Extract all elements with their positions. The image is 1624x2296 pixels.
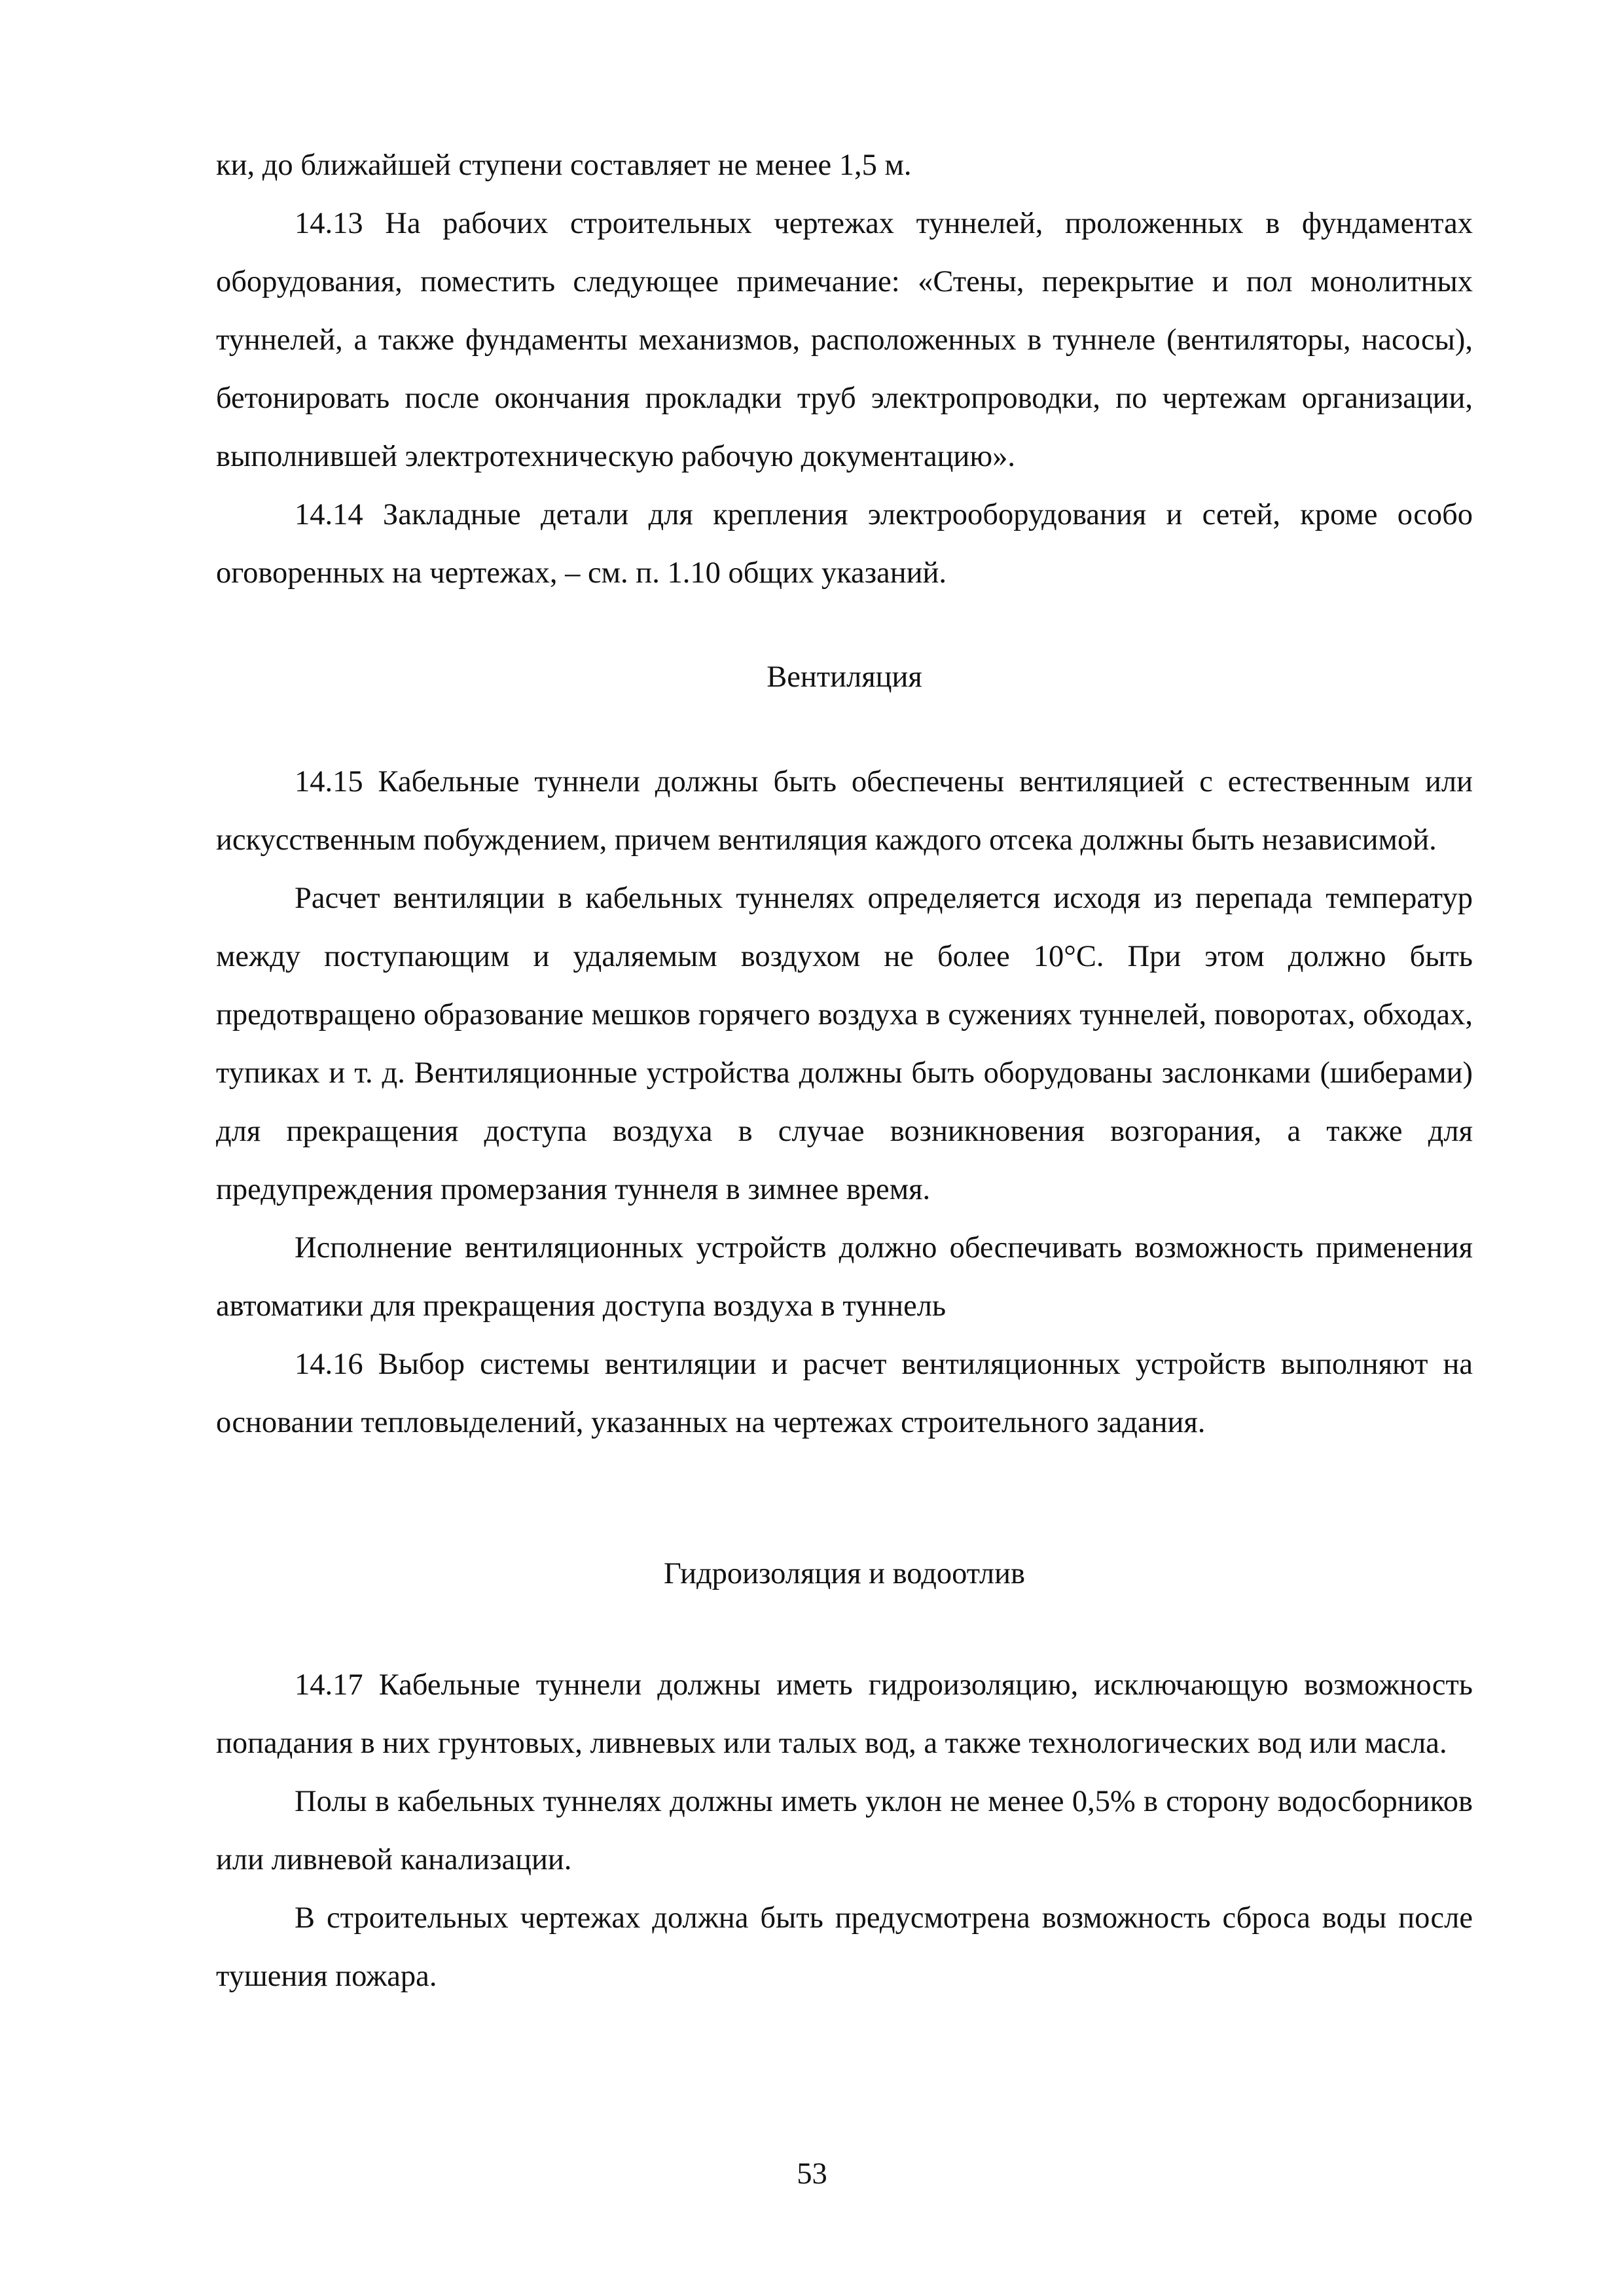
paragraph-ventilation-automation: Исполнение вентиляционных устройств должно обеспечивать возможность применения автоматики для прекращения доступа воздуха в туннель <box>216 1231 1473 1323</box>
paragraph-14-17: 14.17 Кабельные туннели должны иметь гидроизоляцию, исключающую возможность попадания в них грунтовых, ливневых или талых вод, а также технологических вод или масла. <box>216 1668 1473 1760</box>
top-text-block <box>216 136 1473 602</box>
paragraph-14-13: 14.13 На рабочих строительных чертежах туннелей, проложенных в фундаментах оборудования, поместить следующее примечание: «Стены, перекрытие и пол монолитных туннелей, а также фундаменты механизмов, расположенных в туннеле (вентиляторы, насосы), бетонировать после окончания прокладки труб электропроводки, по чертежам организации, выполнившей электротехническую рабочую документацию». <box>216 207 1473 473</box>
waterproofing-text-block <box>216 1656 1473 2005</box>
heading-waterproofing: Гидроизоляция и водоотлив <box>664 1557 1025 1590</box>
paragraph-14-15: 14.15 Кабельные туннели должны быть обеспечены вентиляцией с естественным или искусственным побуждением, причем вентиляция каждого отсека должны быть независимой. <box>216 765 1473 857</box>
paragraph-water-discharge: В строительных чертежах должна быть предусмотрена возможность сброса воды после тушения пожара. <box>216 1901 1473 1993</box>
paragraph-continuation: ки, до ближайшей ступени составляет не менее 1,5 м. <box>216 149 912 182</box>
paragraph-floor-slope: Полы в кабельных туннелях должны иметь уклон не менее 0,5% в сторону водосборников или ливневой канализации. <box>216 1785 1473 1876</box>
paragraph-14-14: 14.14 Закладные детали для крепления электрооборудования и сетей, кроме особо оговоренных на чертежах, – см. п. 1.10 общих указаний. <box>216 498 1473 590</box>
paragraph-14-16: 14.16 Выбор системы вентиляции и расчет вентиляционных устройств выполняют на основании тепловыделений, указанных на чертежах строительного задания. <box>216 1348 1473 1439</box>
page-number: 53 <box>797 2157 827 2191</box>
paragraph-ventilation-calc: Расчет вентиляции в кабельных туннелях определяется исходя из перепада температур между поступающим и удаляемым воздухом не более 10°С. При этом должно быть предотвращено образование мешков горячего воздуха в сужениях туннелей, поворотах, обходах, тупиках и т. д. Вентиляционные устройства должны быть оборудованы заслонками (шиберами) для прекращения доступа воздуха в случае возникновения возгорания, а также для предупреждения промерзания туннеля в зимнее время. <box>216 882 1473 1206</box>
heading-ventilation: Вентиляция <box>767 660 922 694</box>
ventilation-text-block <box>216 753 1473 1452</box>
